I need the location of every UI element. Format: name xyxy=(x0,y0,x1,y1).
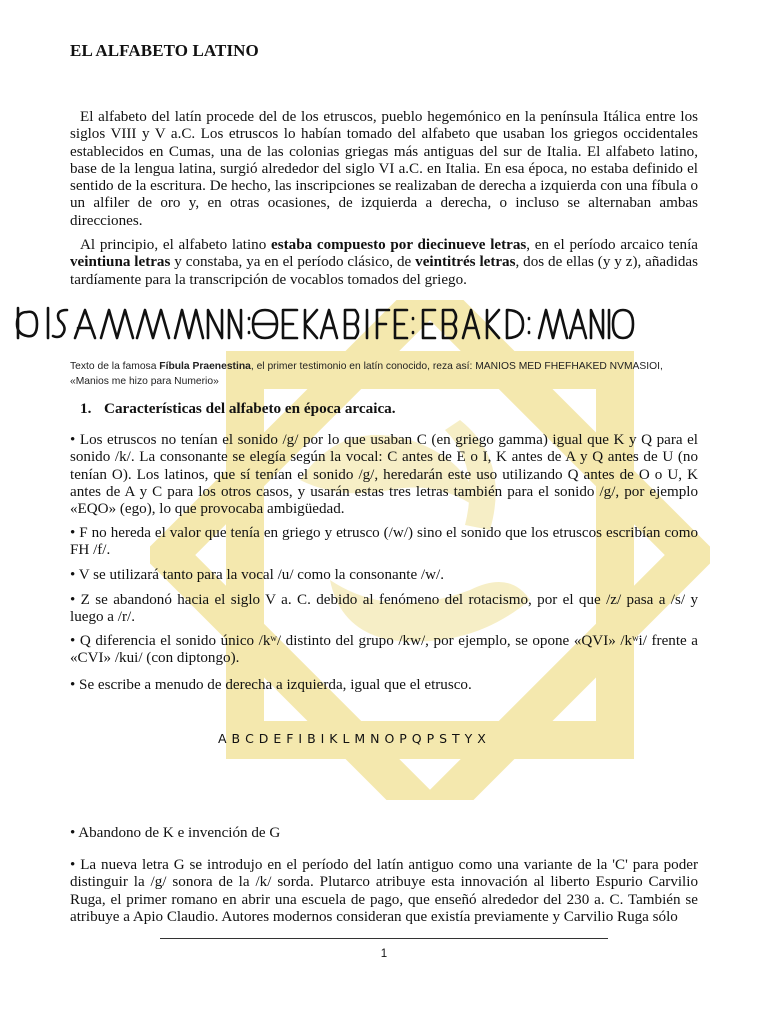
intro-p2-text-2: , en el período arcaico tenía xyxy=(526,237,698,253)
caption-bold: Fíbula Praenestina xyxy=(159,361,251,372)
section-heading-text: Características del alfabeto en época arcaica. xyxy=(104,400,396,417)
intro-p2-text-4: , dos de ellas (y y z), añadidas tardíamente para la transcripción de vocablos tomados del griego. xyxy=(70,254,698,288)
bullet-item: • Los etruscos no tenían el sonido /g/ por lo que usaban C (en griego gamma) igual que K y Q para el sonido /k/. La consonante se elegía según la vocal: C antes de E o I, K antes de A y Q antes de U (no tenían O). Los latinos, que sí tenían el sonido /g/, heredarán este uso utilizando Q antes de O o U, K antes de A y C para los otros casos, y usarán estas tres letras también para el sonido /g/, por ejemplo «EQO» (ego), lo que provocaba ambigüedad. xyxy=(70,432,698,518)
bullet-item: • Se escribe a menudo de derecha a izquierda, igual que el etrusco. xyxy=(70,677,472,693)
inscription-caption xyxy=(70,360,698,389)
intro-paragraph-2 xyxy=(70,237,698,289)
caption-text-2: , el primer testimonio en latín conocido, reza así: MANIOS MED FHEFHAKED NVMASIOI, «Manios me hizo para Numerio» xyxy=(70,361,663,387)
bullet-item: • Q diferencia el sonido único /kʷ/ distinto del grupo /kw/, por ejemplo, se opone «QVI» /kʷi/ frente a «CVI» /kui/ (con diptongo). xyxy=(70,633,698,667)
bullet-item: • V se utilizará tanto para la vocal /u/ como la consonante /w/. xyxy=(70,567,444,583)
bullet-item: • Abandono de K e invención de G xyxy=(70,825,281,841)
intro-paragraph-1: El alfabeto del latín procede del de los etruscos, pueblo hegemónico en la península Itálica entre los siglos VIII y V a.C. Los etruscos lo habían tomado del alfabeto que usaban los griegos occidentales establecidos en Cumas, una de las colonias griegas más antiguas del sur de Italia. El alfabeto latino, base de la lengua latina, surgió alrededor del siglo VI a.C. en Italia. En esa época, no estaba definido el sentido de la escritura. De hecho, las inscripciones se realizaban de derecha a izquierda con una fíbula o un alfiler de oro y, en otras ocasiones, de izquierda a derecha, o incluso se alternaban ambas direcciones. xyxy=(70,109,698,229)
page-number: 1 xyxy=(380,948,388,960)
caption-text-1: Texto de la famosa xyxy=(70,361,160,372)
footer-divider xyxy=(160,938,608,939)
intro-p2-text-1: Al principio, el alfabeto latino xyxy=(80,237,272,253)
page-title: EL ALFABETO LATINO xyxy=(70,41,259,60)
intro-p2-bold-3: veintitrés letras xyxy=(415,254,516,271)
section-heading xyxy=(80,400,396,418)
fibula-inscription-image xyxy=(15,298,635,348)
bullet-item: • Z se abandonó hacia el siglo V a. C. debido al fenómeno del rotacismo, por el que /z/ pasa a /s/ y luego a /r/. xyxy=(70,592,698,626)
intro-p2-bold-1: estaba compuesto por diecinueve letras xyxy=(271,237,527,253)
archaic-alphabet: ꓮ B C D E F I B I K L M N O P Q P S T Y X xyxy=(218,731,487,746)
bullet-item: • La nueva letra G se introdujo en el período del latín antiguo como una variante de la 'C' para poder distinguir la /g/ sonora de la /k/ sorda. Plutarco atribuye esta innovación al liberto Espurio Carvilio Ruga, el primer romano en abrir una escuela de pago, que enseñó alrededor del 230 a. C. También se atribuye a Apio Claudio. Autores modernos consideran que existía previamente y Carvilio Ruga sólo xyxy=(70,857,698,925)
intro-p2-text-3: y constaba, ya en el período clásico, de xyxy=(170,254,416,271)
intro-p2-bold-2: veintiuna letras xyxy=(70,254,171,271)
section-number: 1. xyxy=(80,400,92,417)
bullet-item: • F no hereda el valor que tenía en griego y etrusco (/w/) sino el sonido que los etruscos escribían como FH /f/. xyxy=(70,525,698,559)
